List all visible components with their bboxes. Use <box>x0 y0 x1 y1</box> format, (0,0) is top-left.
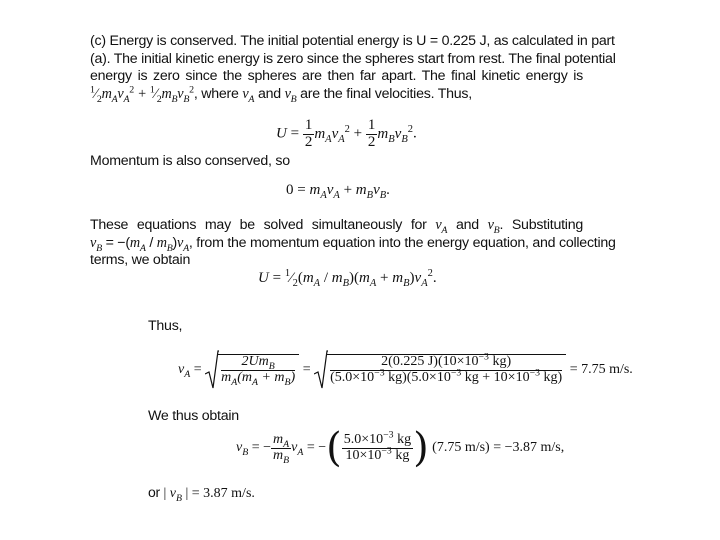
va-equation: $v_A$ = $\frac{2Um_B}{m_A(m_A + m_B)}$ = $\frac{2(0.225 J)(10\times 10^{-3} kg)}{(5.0\times 10^{-3} kg)(5.0\times 10^{-3} kg + 10\times 10^{-3} kg)}$ = 7.75 m/s. <box>178 350 633 390</box>
where-word: where <box>201 85 239 102</box>
momentum-equation: $0 = m_Av_A + m_Bv_B$. <box>286 182 390 201</box>
energy-line-4: $^1⁄_2m_Av_A^2$ + $^1⁄_2m_Bv_B^2$, where $v_A$ and $v_B$ are the final velocities. Thus, <box>90 84 472 105</box>
energy-paragraph <box>90 33 616 105</box>
and-word: and <box>257 85 281 102</box>
vb-equation: $v_B$ = − $\frac{m_A}{m_B}$ $v_A$ = −( $\frac{5.0\times 10^{-3} kg}{10\times 10^{-3} kg}$ ) (7.75 m/s) = −3.87 m/s, <box>236 425 565 471</box>
energy-equation: U = $\frac{1}{2}$ $m_Av_A^2$ + $\frac{1}{2}$ $m_Bv_B^2$. <box>276 117 417 150</box>
energy-line-2: (a). The initial kinetic energy is zero since the spheres start from rest. The final potential <box>90 50 616 67</box>
va-result: = 7.75 m/s. <box>569 362 633 378</box>
solve-line-3: terms, we obtain <box>90 252 191 269</box>
solve-line-1: These equations may be solved simultaneously for $v_A$ and $v_B$. Substituting <box>90 217 583 236</box>
energy-line-3: energy is zero since the spheres are then far apart. The final kinetic energy is <box>90 68 583 85</box>
solve-line-2: $v_B = -(m_A / m_B)v_A$, from the momentum equation into the energy equation, and collecting <box>90 234 616 254</box>
energy-line-1: (c) Energy is conserved. The initial potential energy is U = 0.225 J, as calculated in part <box>90 33 615 49</box>
solve-paragraph <box>90 217 616 270</box>
combined-equation: $U = ^1⁄_2(m_A / m_B)(m_A + m_B)v_A^2$. <box>258 268 437 289</box>
final-magnitude: or | $v_B$ | = 3.87 m/s. <box>148 484 255 504</box>
vb-result: (7.75 m/s) = −3.87 m/s, <box>432 440 565 455</box>
final-velocities-text: are the final velocities. Thus, <box>300 85 472 102</box>
obtain-text: We thus obtain <box>148 408 239 424</box>
momentum-text: Momentum is also conserved, so <box>90 153 290 169</box>
thus-text: Thus, <box>148 318 183 334</box>
